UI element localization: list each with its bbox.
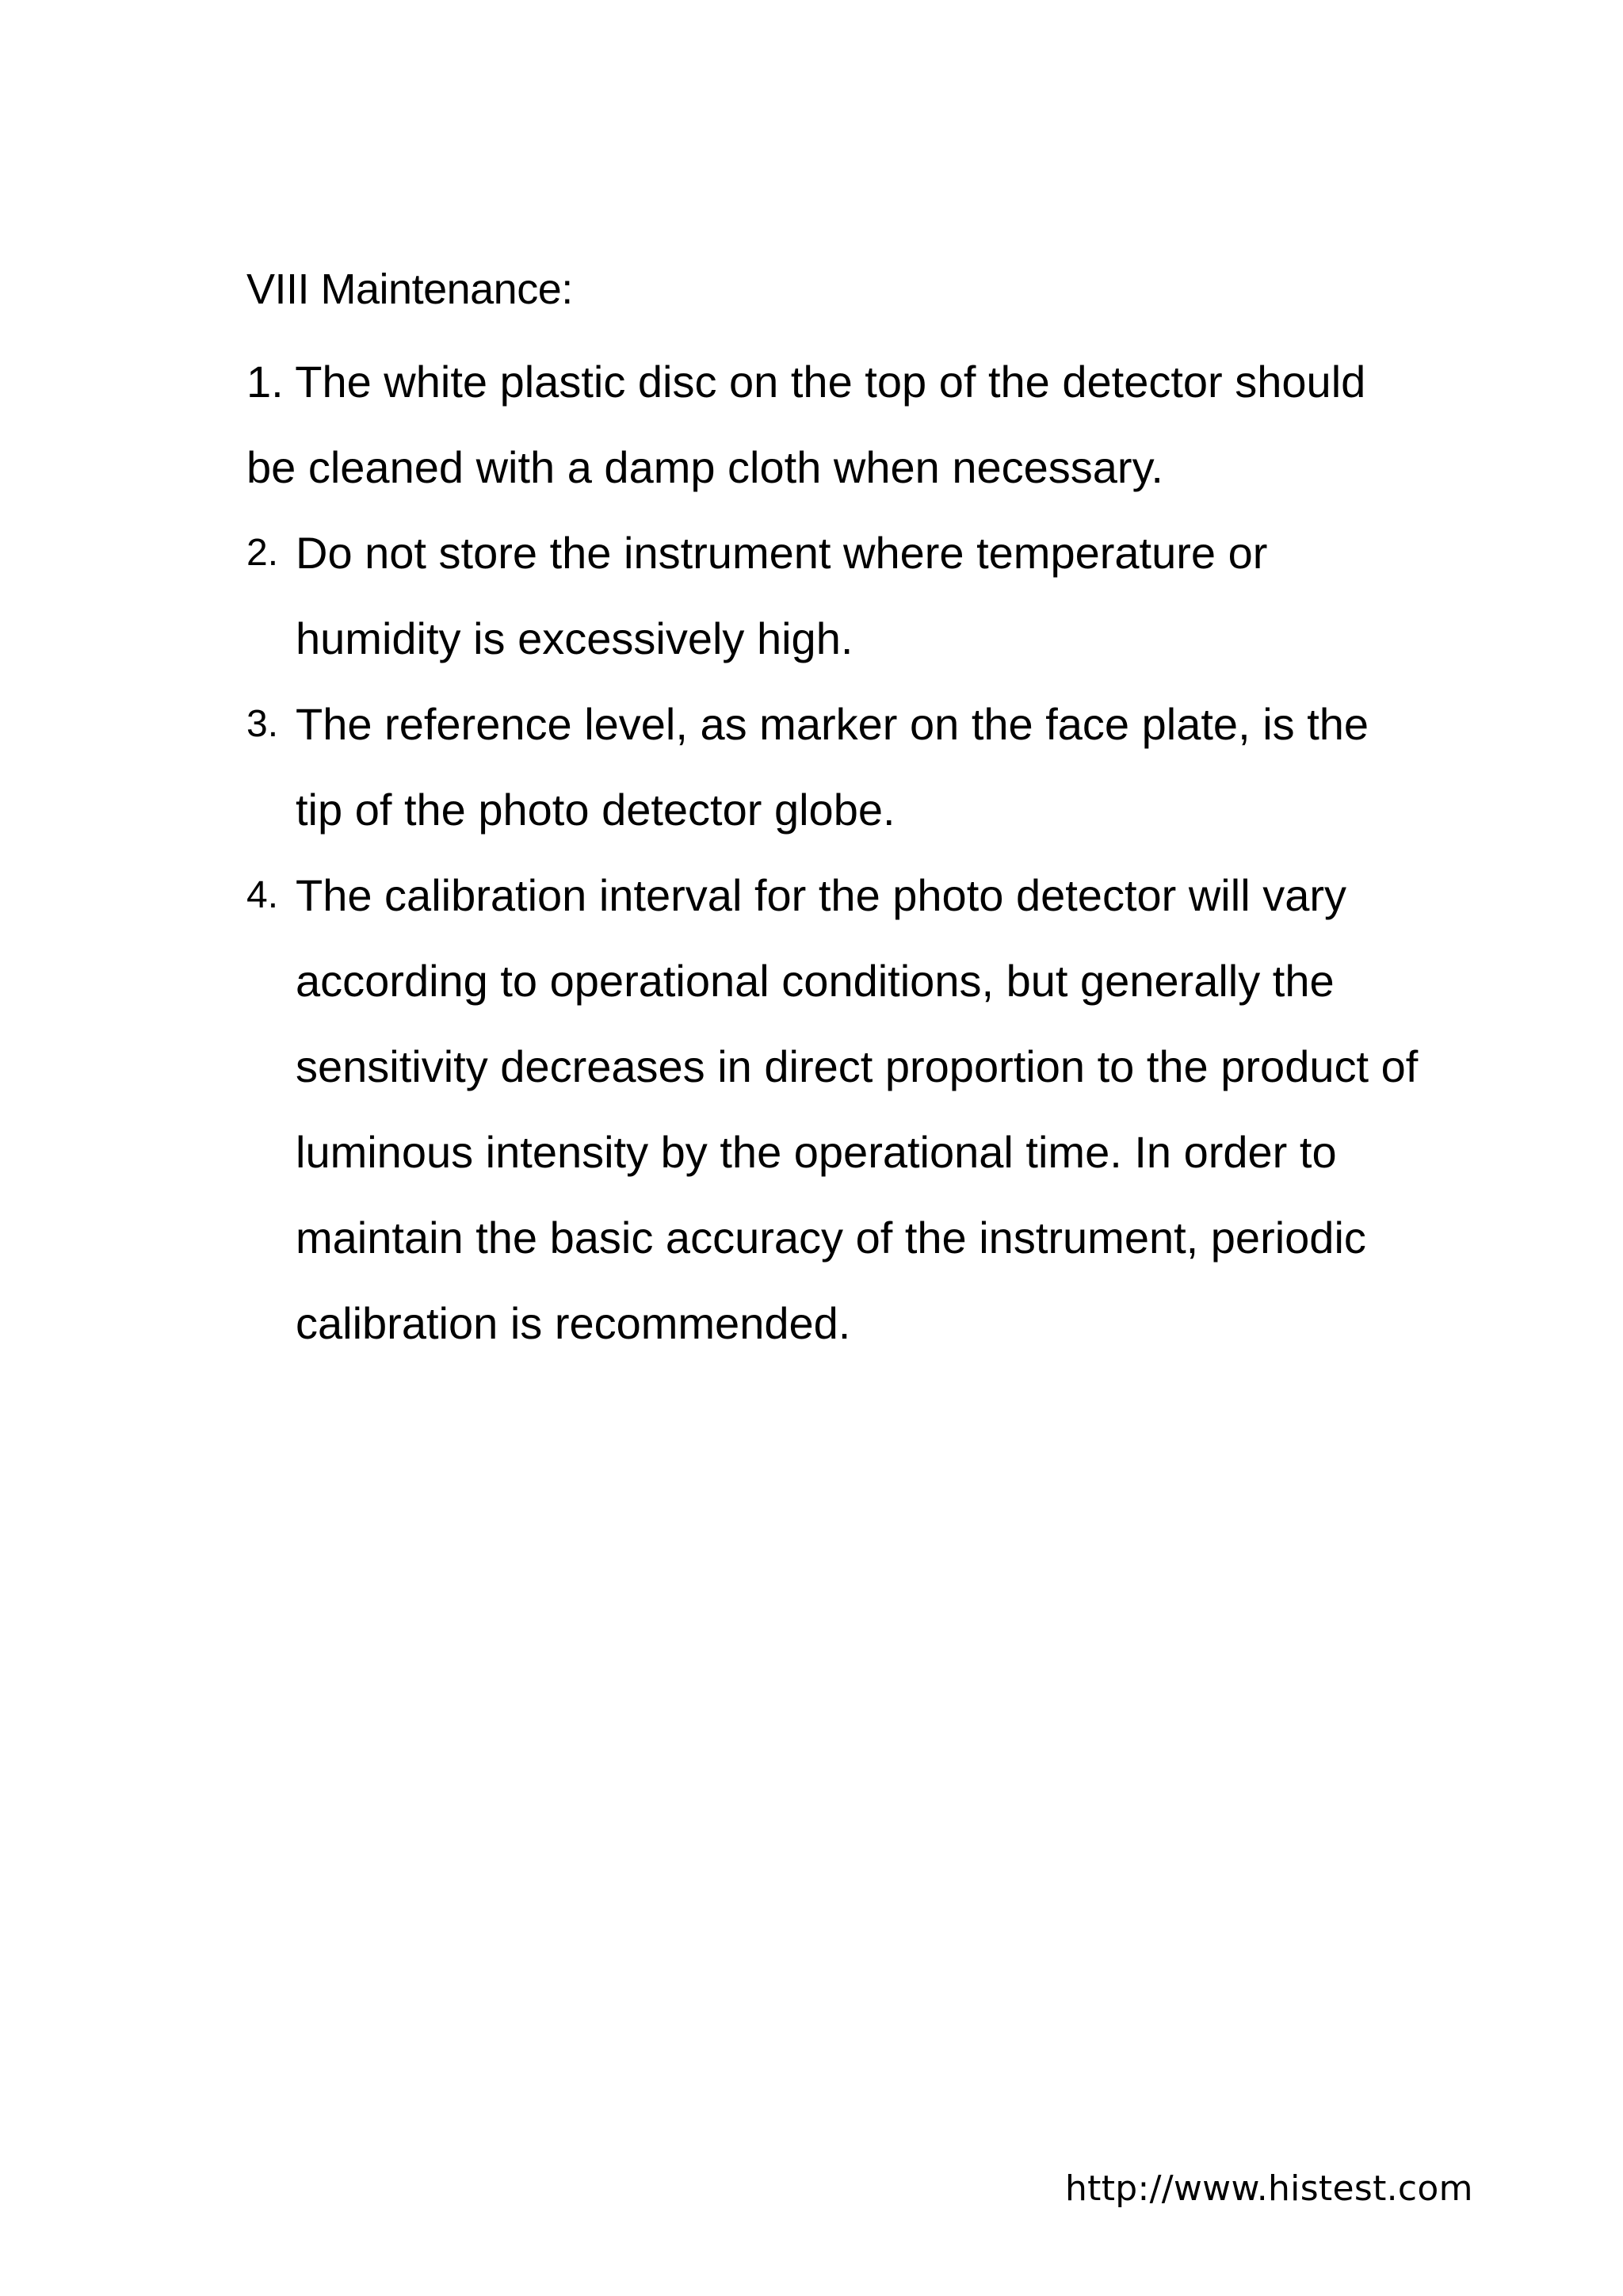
item-number: 2. xyxy=(246,532,279,574)
item-text: The white plastic disc on the top of the detector should be cleaned with a damp cloth when necessary. xyxy=(246,357,1366,492)
footer-url: http://www.histest.com xyxy=(1065,2168,1473,2209)
maintenance-item-4 xyxy=(246,853,1421,1366)
item-number: 1. xyxy=(246,357,284,407)
item-text: The reference level, as marker on the face plate, is the tip of the photo detector globe. xyxy=(296,699,1369,835)
item-text: The calibration interval for the photo detector will vary according to operational conditions, but generally the sensitivity decreases in direct proportion to the product of luminous intensity by the operational time. In order to maintain the basic accuracy of the instrument, periodic calibration is recommended. xyxy=(296,870,1419,1348)
maintenance-item-2 xyxy=(246,510,1421,682)
item-text: Do not store the instrument where temperature or humidity is excessively high. xyxy=(296,528,1268,663)
item-number: 3. xyxy=(246,703,279,745)
maintenance-item-1 xyxy=(246,339,1396,510)
maintenance-item-3 xyxy=(246,682,1421,853)
section-heading: VIII Maintenance: xyxy=(246,266,573,313)
item-number: 4. xyxy=(246,874,279,916)
